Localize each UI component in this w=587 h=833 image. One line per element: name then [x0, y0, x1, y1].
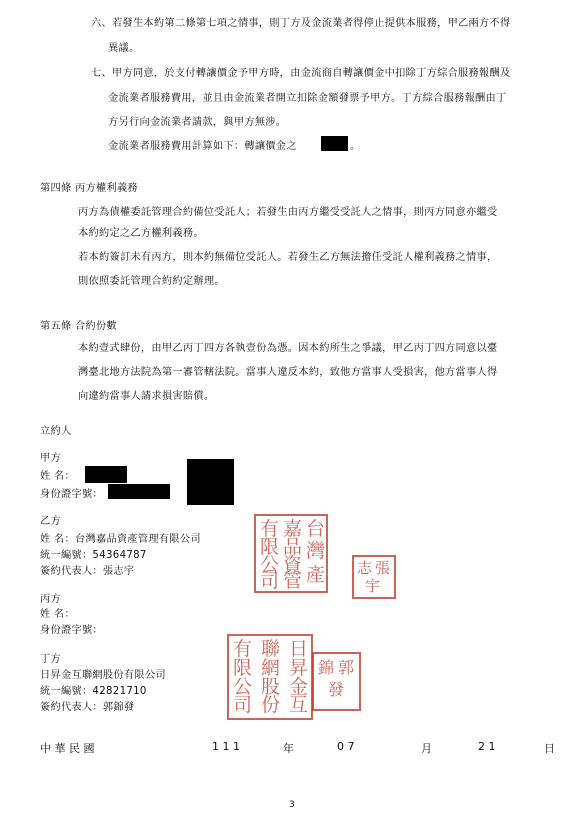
date-day-unit: 日	[544, 742, 555, 755]
party-c-name-label: 姓 名：	[40, 609, 76, 620]
seal-glyph: 郭	[338, 658, 355, 677]
article-5-line-2: 灣臺北地方法院為第一審管轄法院。當事人違反本約，致他方當事人受損害，他方當事人得	[78, 367, 498, 378]
seal-glyph: 金	[289, 676, 309, 698]
clause-6-line-1: 六、若發生本約第二條第七項之情事，則丁方及金流業者得停止提供本服務，甲乙兩方不得	[91, 18, 511, 29]
seal-glyph: 日	[289, 638, 309, 660]
party-a-label: 甲方	[40, 453, 61, 464]
clause-7-fee-line: 金流業者服務費用計算如下：轉讓價金之	[108, 141, 297, 152]
article-5-line-3: 向違約當事人請求損害賠償。	[78, 391, 215, 402]
party-d-tax-id: 統一編號：42821710	[40, 686, 147, 697]
clause-7-line-3: 方另行向金流業者請款，與甲方無涉。	[108, 117, 287, 128]
page-number: 3	[289, 800, 295, 810]
seal-glyph: 產	[306, 564, 326, 586]
seal-glyph: 有	[233, 638, 253, 660]
seal-glyph: 互	[289, 694, 309, 716]
fee-redaction	[321, 136, 348, 151]
date-month: 0 7	[337, 740, 355, 753]
article-4-heading: 第四條 丙方權利義務	[40, 183, 138, 194]
seal-glyph: 管	[283, 570, 303, 592]
article-5-heading: 第五條 合約份數	[40, 321, 117, 332]
party-a-id-redaction	[108, 484, 170, 499]
seal-glyph: 聯	[261, 638, 281, 660]
party-b-name: 姓 名：台灣嘉品資產管理有限公司	[40, 534, 201, 545]
party-a-id-label: 身份證字號：	[40, 489, 103, 500]
seal-glyph: 份	[261, 694, 281, 716]
party-d-company-seal	[227, 634, 313, 720]
seal-glyph: 嘉	[283, 518, 303, 540]
article-4-p1-line-2: 本約約定之乙方權利義務。	[78, 228, 204, 239]
article-5-line-1: 本約壹式肆份，由甲乙丙丁四方各執壹份為憑。因本約所生之爭議，甲乙丙丁四方同意以臺	[78, 343, 498, 354]
date-year: 1 1 1	[212, 740, 240, 753]
seal-glyph: 網	[261, 657, 281, 679]
party-a-name-redaction	[85, 466, 127, 483]
seal-glyph: 公	[233, 676, 253, 698]
seal-glyph: 司	[233, 694, 253, 716]
seal-glyph: 品	[283, 536, 303, 558]
signatories-title: 立約人	[40, 426, 72, 437]
clause-6-line-2: 異議。	[108, 43, 140, 54]
party-d-label: 丁方	[40, 654, 61, 665]
party-d-representative: 簽約代表人：郭錦發	[40, 702, 135, 713]
party-b-representative: 簽約代表人：張志宇	[40, 566, 135, 577]
seal-glyph: 限	[233, 657, 253, 679]
seal-glyph: 志	[357, 559, 373, 577]
article-4-p2-line-1: 若本約簽訂未有丙方，則本約無備位受託人。若發生乙方無法擔任受託人權利義務之情事，	[78, 252, 498, 263]
article-4-p2-line-2: 則依照委託管理合約約定辦理。	[78, 276, 225, 287]
party-c-id-label: 身份證字號：	[40, 625, 103, 636]
party-c-label: 丙方	[40, 594, 61, 605]
seal-glyph: 股	[261, 676, 281, 698]
seal-glyph: 司	[260, 570, 280, 592]
party-b-tax-id: 統一編號：54364787	[40, 550, 147, 561]
seal-glyph: 限	[260, 536, 280, 558]
party-d-name: 日昇金互聯網股份有限公司	[40, 670, 166, 681]
seal-glyph: 灣	[306, 540, 326, 562]
party-b-company-seal	[254, 514, 328, 593]
date-day: 2 1	[478, 740, 496, 753]
article-4-p1-line-1: 丙方為債權委託管理合約備位受託人；若發生由丙方繼受受託人之情事，則丙方同意亦繼受	[78, 207, 498, 218]
party-d-personal-seal	[312, 652, 361, 711]
seal-glyph: 資	[283, 554, 303, 576]
clause-7-line-2: 金流業者服務費用，並且由金流業者開立扣除金額發票予甲方。丁方綜合服務報酬由丁	[108, 93, 507, 104]
seal-glyph: 台	[306, 518, 326, 540]
party-a-seal-redaction	[187, 459, 234, 505]
seal-glyph: 公	[260, 554, 280, 576]
seal-glyph: 有	[260, 518, 280, 540]
seal-glyph: 宇	[365, 577, 381, 595]
party-a-name-label: 姓 名：	[40, 471, 76, 482]
date-month-unit: 月	[421, 742, 432, 755]
seal-glyph: 昇	[289, 657, 309, 679]
clause-7-fee-end: 。	[350, 141, 361, 152]
date-year-unit: 年	[283, 742, 294, 755]
clause-7-line-1: 七、甲方同意，於支付轉讓價金予甲方時，由金流商自轉讓價金中扣除丁方綜合服務報酬及	[91, 68, 511, 79]
seal-glyph: 錦	[318, 658, 335, 677]
date-era-label: 中 華 民 國	[40, 742, 95, 755]
party-b-label: 乙方	[40, 516, 61, 527]
party-b-personal-seal	[352, 555, 396, 599]
seal-glyph: 張	[375, 559, 391, 577]
seal-glyph: 發	[328, 680, 345, 699]
